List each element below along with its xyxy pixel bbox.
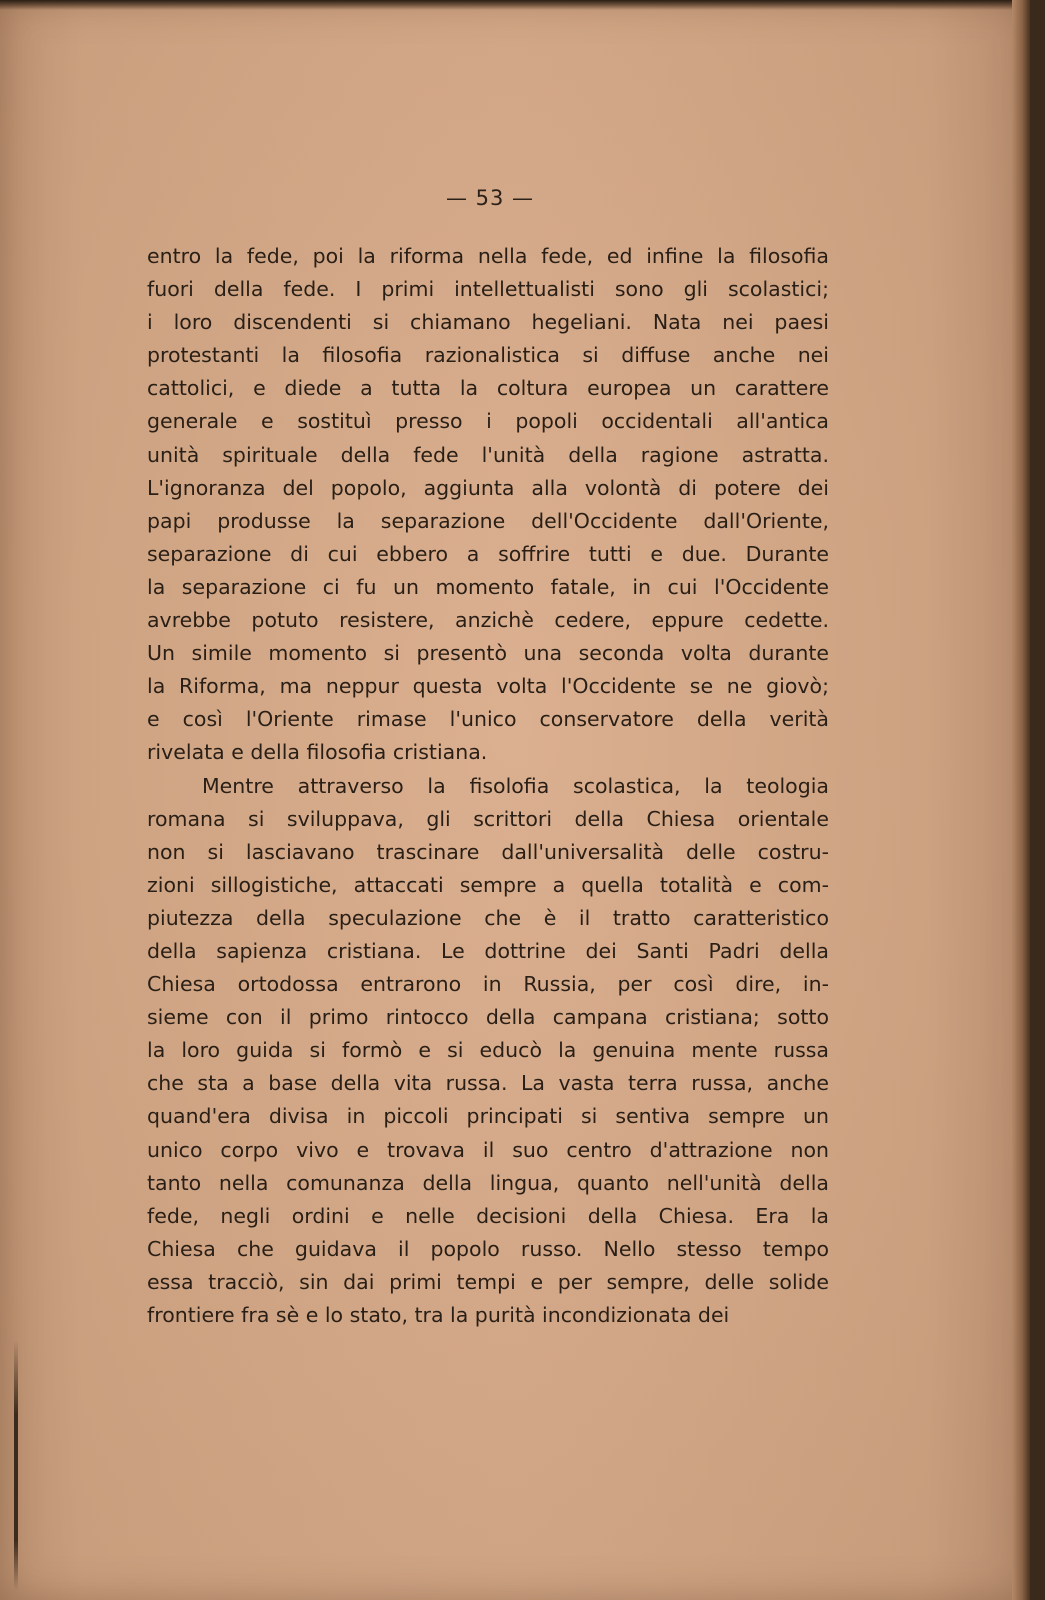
page-top-shadow bbox=[0, 0, 1030, 10]
page-left-binding-mark bbox=[14, 1340, 18, 1590]
page-number: — 53 — bbox=[445, 186, 535, 210]
body-text bbox=[147, 240, 829, 1332]
text-line: unità spirituale della fede l'unità della ragione astratta. bbox=[147, 442, 829, 467]
text-line: entro la fede, poi la riforma nella fede, ed infine la filosofia bbox=[147, 244, 829, 268]
text-line: Mentre attraverso la fisolofia scolastica, la teologia bbox=[202, 773, 829, 798]
text-line: cattolici, e diede a tutta la coltura europea un carattere bbox=[147, 376, 829, 401]
text-line: generale e sostituì presso i popoli occidentali all'antica bbox=[147, 409, 829, 434]
text-line: unico corpo vivo e trovava il suo centro d'attrazione non bbox=[147, 1137, 829, 1162]
text-line: la separazione ci fu un momento fatale, in cui l'Occidente bbox=[147, 574, 829, 599]
text-line: non si lasciavano trascinare dall'universalità delle costru- bbox=[147, 839, 829, 864]
text-line: protestanti la filosofia razionalistica si diffuse anche nei bbox=[147, 343, 829, 368]
text-line: i loro discendenti si chiamano hegeliani. Nata nei paesi bbox=[147, 310, 829, 335]
text-line: L'ignoranza del popolo, aggiunta alla volontà di potere dei bbox=[147, 475, 829, 500]
text-line: fuori della fede. I primi intellettualisti sono gli scolastici; bbox=[147, 277, 829, 302]
text-line: papi produsse la separazione dell'Occidente dall'Oriente, bbox=[147, 508, 829, 533]
page-right-edge bbox=[1012, 0, 1030, 1600]
text-line: quand'era divisa in piccoli principati si sentiva sempre un bbox=[147, 1104, 829, 1129]
text-line: che sta a base della vita russa. La vasta terra russa, anche bbox=[147, 1071, 829, 1096]
text-line: fede, negli ordini e nelle decisioni della Chiesa. Era la bbox=[147, 1203, 829, 1228]
text-line: la loro guida si formò e si educò la genuina mente russa bbox=[147, 1038, 829, 1063]
text-line: la Riforma, ma neppur questa volta l'Occidente se ne giovò; bbox=[147, 674, 829, 699]
text-line: piutezza della speculazione che è il tratto caratteristico bbox=[147, 905, 829, 930]
text-line: Chiesa che guidava il popolo russo. Nello stesso tempo bbox=[147, 1236, 829, 1261]
text-line: e così l'Oriente rimase l'unico conservatore della verità bbox=[147, 707, 829, 732]
text-line: tanto nella comunanza della lingua, quanto nell'unità della bbox=[147, 1170, 829, 1195]
text-line: frontiere fra sè e lo stato, tra la purità incondizionata dei bbox=[147, 1303, 730, 1327]
text-line: Chiesa ortodossa entrarono in Russia, per così dire, in- bbox=[147, 972, 829, 997]
text-line: della sapienza cristiana. Le dottrine dei Santi Padri della bbox=[147, 938, 829, 963]
text-line: Un simile momento si presentò una seconda volta durante bbox=[147, 641, 829, 666]
text-line: essa tracciò, sin dai primi tempi e per sempre, delle solide bbox=[147, 1269, 829, 1294]
text-line: romana si sviluppava, gli scrittori della Chiesa orientale bbox=[147, 806, 829, 831]
text-line: zioni sillogistiche, attaccati sempre a quella totalità e com- bbox=[147, 872, 829, 897]
text-line: sieme con il primo rintocco della campana cristiana; sotto bbox=[147, 1005, 829, 1030]
text-line: rivelata e della filosofia cristiana. bbox=[147, 740, 488, 765]
text-line: avrebbe potuto resistere, anzichè cedere, eppure cedette. bbox=[147, 608, 829, 633]
text-line: separazione di cui ebbero a soffrire tutti e due. Durante bbox=[147, 541, 829, 566]
